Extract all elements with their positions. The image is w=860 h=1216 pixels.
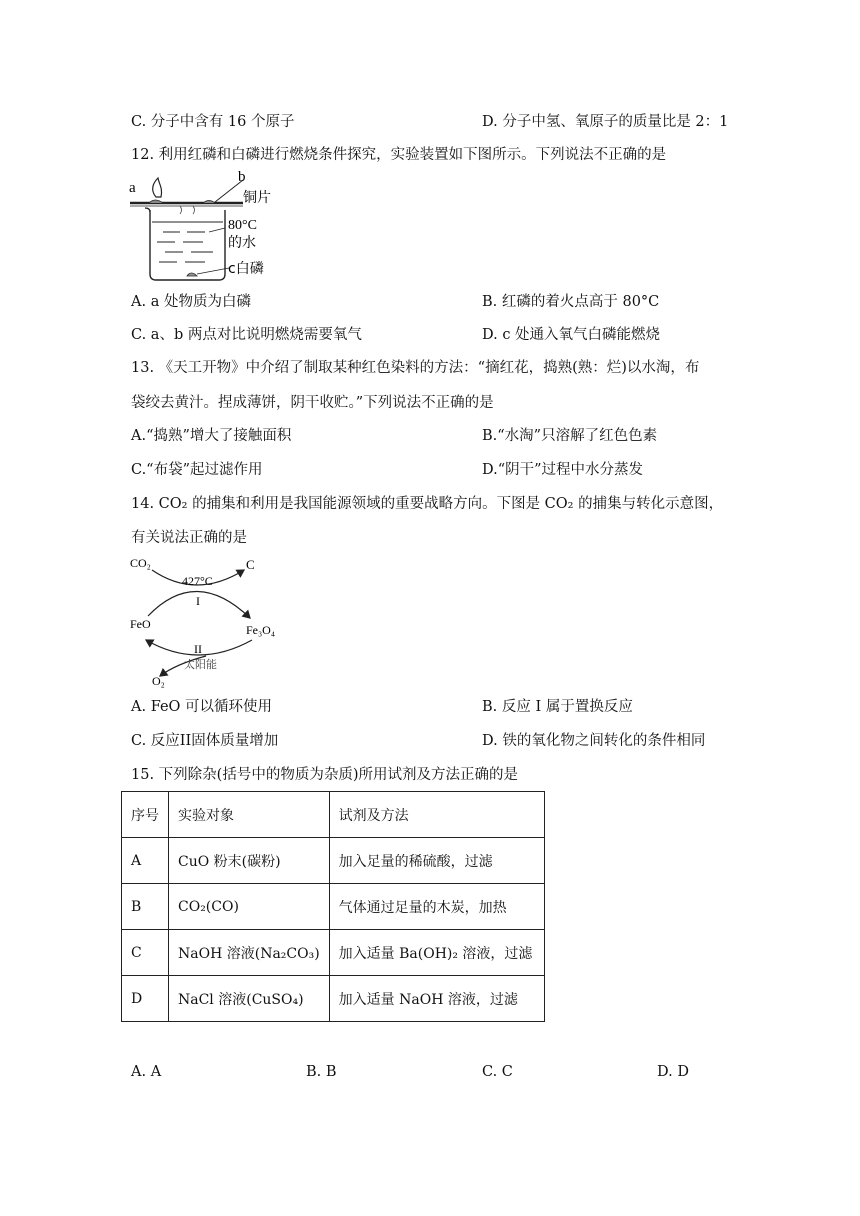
q12-option-d: D. c 处通入氧气白磷能燃烧 [482,327,661,343]
label-copper: 铜片 [243,190,271,206]
q15-option-c: C. C [482,1064,513,1080]
table-cell: CuO 粉末(碳粉) [169,838,330,884]
q12-apparatus-figure [125,170,295,288]
q14-option-b: B. 反应 I 属于置换反应 [482,699,633,715]
table-row [122,930,545,976]
table-cell: CO₂(CO) [169,884,330,930]
q14-stem-line2: 有关说法正确的是 [131,530,247,546]
q14-option-d: D. 铁的氧化物之间转化的条件相同 [482,733,706,749]
label-feo: FeO [130,617,151,631]
table-row [122,884,545,930]
label-b: b [238,170,246,185]
table-cell: C [122,930,169,976]
label-c: C [246,557,255,572]
label-white-phosphorus: c白磷 [228,261,264,277]
table-cell: NaOH 溶液(Na₂CO₃) [169,930,330,976]
q15-option-a: A. A [131,1064,162,1080]
q14-option-a: A. FeO 可以循环使用 [131,699,273,715]
q13-option-a: A.“捣熟”增大了接触面积 [131,428,292,444]
q15-table [121,791,545,1022]
q14-cycle-figure [126,552,296,690]
q11-option-c: C. 分子中含有 16 个原子 [131,114,295,130]
table-row [122,976,545,1022]
q14-stem-line1: 14. CO₂ 的捕集和利用是我国能源领域的重要战略方向。下图是 CO₂ 的捕集与转化示意图， [131,496,724,512]
q13-option-b: B.“水淘”只溶解了红色色素 [482,428,658,444]
label-o2: O₂ [152,674,165,688]
label-reaction-1: I [196,594,200,608]
q12-stem: 12. 利用红磷和白磷进行燃烧条件探究，实验装置如下图所示。下列说法不正确的是 [131,147,667,163]
table-cell: NaCl 溶液(CuSO₄) [169,976,330,1022]
q12-option-c: C. a、b 两点对比说明燃烧需要氧气 [131,327,362,343]
q15-option-d: D. D [657,1064,689,1080]
label-reaction-2: II [194,642,202,656]
table-cell: 加入适量 Ba(OH)₂ 溶液，过滤 [329,930,544,976]
table-header-cell: 实验对象 [169,792,330,838]
q12-option-a: A. a 处物质为白磷 [131,294,251,310]
q11-option-d: D. 分子中氢、氧原子的质量比是 2：1 [482,114,729,130]
label-a: a [129,180,136,196]
label-temp: 427°C [182,574,213,588]
table-cell: A [122,838,169,884]
q13-stem-line2: 袋绞去黄汁。捏成薄饼，阴干收贮。”下列说法不正确的是 [131,395,494,411]
table-cell: 气体通过足量的木炭，加热 [329,884,544,930]
table-row [122,838,545,884]
q12-option-b: B. 红磷的着火点高于 80°C [482,294,660,310]
q15-option-b: B. B [306,1064,337,1080]
table-cell: D [122,976,169,1022]
q15-stem: 15. 下列除杂(括号中的物质为杂质)所用试剂及方法正确的是 [131,767,518,783]
beaker [150,210,225,280]
q13-option-d: D.“阴干”过程中水分蒸发 [482,462,644,478]
q14-option-c: C. 反应II固体质量增加 [131,733,279,749]
label-water-temp: 80°C [228,218,257,233]
table-cell: 加入适量 NaOH 溶液，过滤 [329,976,544,1022]
table-header-cell: 试剂及方法 [329,792,544,838]
table-header-row [122,792,545,838]
flame-icon [153,178,162,197]
label-fe3o4: Fe₃O₄ [246,623,276,637]
table-header-cell: 序号 [122,792,169,838]
label-solar: 太阳能 [184,658,217,671]
label-water: 的水 [228,235,256,251]
table-cell: 加入足量的稀硫酸，过滤 [329,838,544,884]
table-cell: B [122,884,169,930]
q13-stem-line1: 13. 《天工开物》中介绍了制取某种红色染料的方法：“摘红花，捣熟(熟：烂)以水淘，布 [131,360,700,376]
label-co2: CO₂ [130,556,151,570]
q13-option-c: C.“布袋”起过滤作用 [131,462,263,478]
